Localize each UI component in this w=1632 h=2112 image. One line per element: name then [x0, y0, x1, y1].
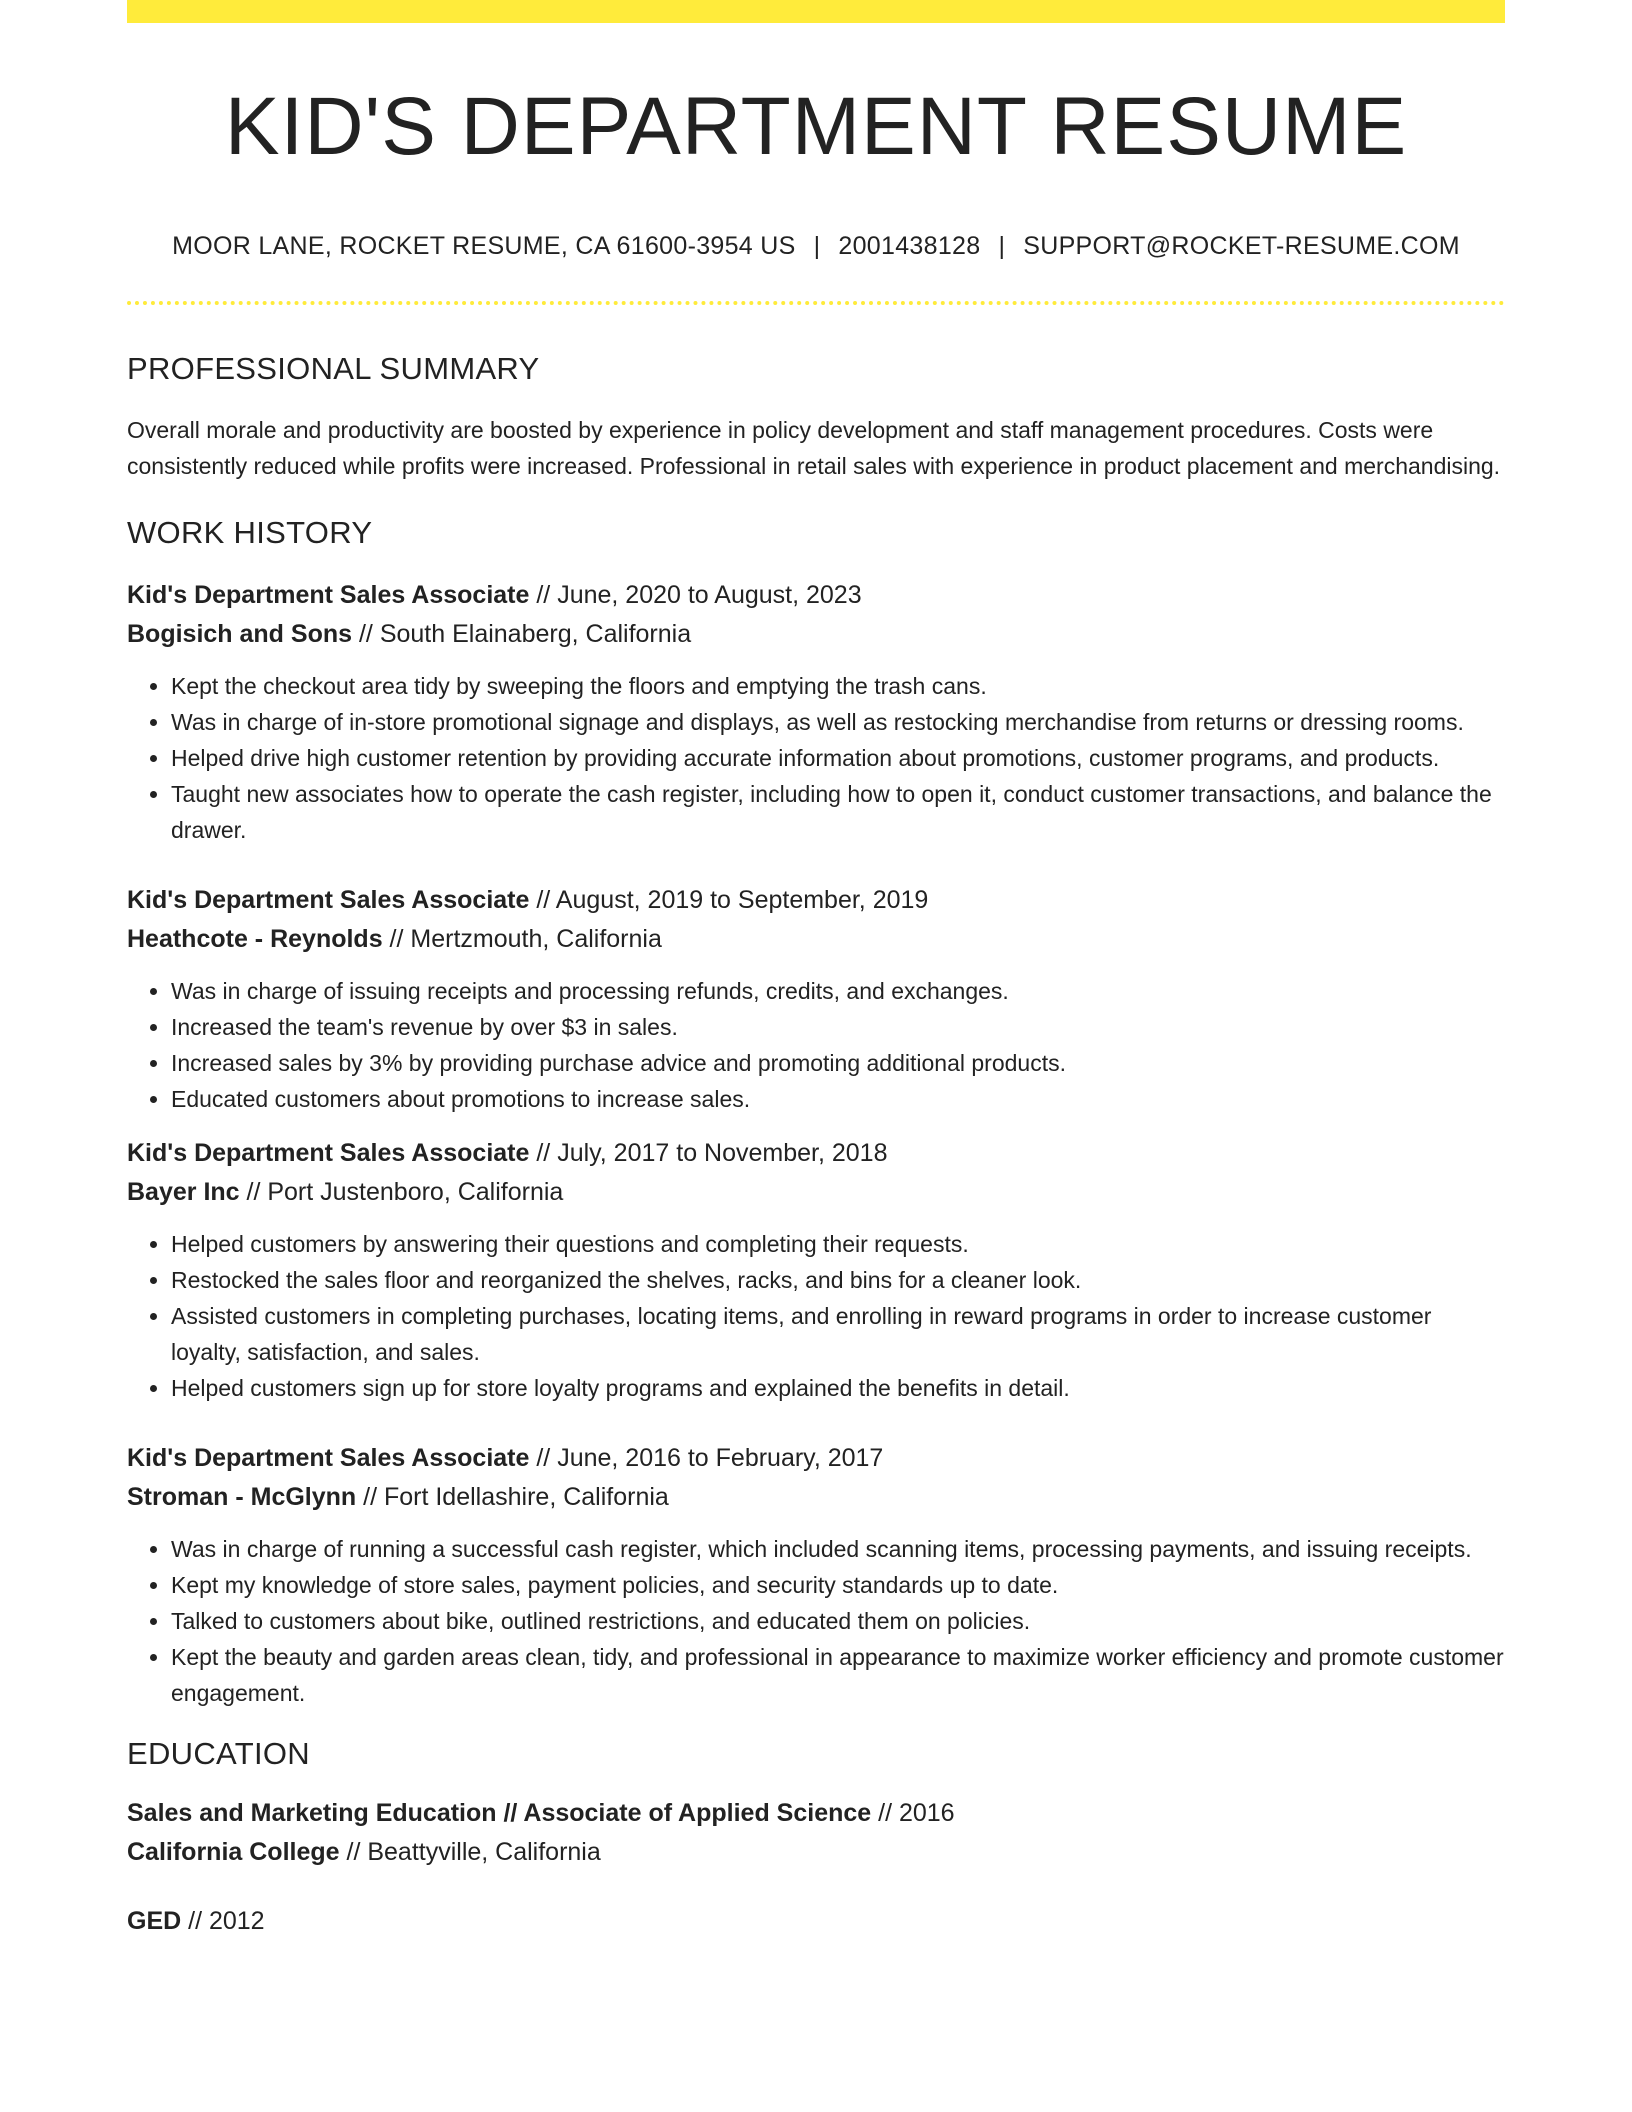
- job-company-line: [127, 1173, 1505, 1212]
- education-degree: GED: [127, 1906, 182, 1935]
- contact-phone: 2001438128: [838, 232, 981, 261]
- job-bullet: • Was in charge of issuing receipts and processing refunds, credits, and exchanges.: [171, 973, 1505, 1009]
- job-bullet: • Talked to customers about bike, outlined restrictions, and educated them on policies.: [171, 1603, 1505, 1639]
- resume-content: [127, 0, 1505, 1941]
- job-location: // South Elainaberg, California: [352, 619, 692, 648]
- job-dates: // July, 2017 to November, 2018: [529, 1138, 888, 1167]
- job-title-line: [127, 1439, 1505, 1478]
- job-bullet: • Increased sales by 3% by providing purchase advice and promoting additional products.: [171, 1045, 1505, 1081]
- job-bullet: • Helped drive high customer retention by providing accurate information about promotions, customer programs, and products.: [171, 740, 1505, 776]
- job-bullet: • Was in charge of in-store promotional signage and displays, as well as restocking merchandise from returns or dressing rooms.: [171, 704, 1505, 740]
- education-location: // Beattyville, California: [339, 1837, 601, 1866]
- job-bullets: [127, 1531, 1505, 1711]
- job-entry: [127, 1134, 1505, 1406]
- job-bullet: • Helped customers sign up for store loyalty programs and explained the benefits in detail.: [171, 1370, 1505, 1406]
- education-heading: EDUCATION: [127, 1735, 310, 1771]
- job-entry: [127, 881, 1505, 1117]
- contact-line: [127, 231, 1505, 261]
- contact-address: MOOR LANE, ROCKET RESUME, CA 61600-3954 US: [172, 232, 796, 261]
- education-school-line: [127, 1833, 1505, 1872]
- resume-title: KID'S DEPARTMENT RESUME: [224, 81, 1408, 172]
- job-bullet: • Kept my knowledge of store sales, payment policies, and security standards up to date.: [171, 1567, 1505, 1603]
- job-company: Bayer Inc: [127, 1177, 240, 1206]
- education-school: California College: [127, 1837, 340, 1866]
- job-bullets: [127, 973, 1505, 1117]
- job-company: Stroman - McGlynn: [127, 1482, 357, 1511]
- job-bullet: • Taught new associates how to operate the cash register, including how to open it, conduct customer transactions, and balance the drawer.: [171, 776, 1505, 848]
- job-company-line: [127, 920, 1505, 959]
- job-title-line: [127, 576, 1505, 615]
- job-dates: // June, 2020 to August, 2023: [529, 580, 862, 609]
- job-title: Kid's Department Sales Associate: [127, 885, 530, 914]
- education-year: // 2016: [871, 1798, 955, 1827]
- contact-separator: |: [813, 232, 821, 261]
- job-entry: [127, 576, 1505, 848]
- job-company-line: [127, 1478, 1505, 1517]
- contact-email: SUPPORT@ROCKET-RESUME.COM: [1023, 232, 1460, 261]
- job-company-line: [127, 615, 1505, 654]
- job-title-line: [127, 881, 1505, 920]
- job-entry: [127, 1439, 1505, 1711]
- job-company: Heathcote - Reynolds: [127, 924, 383, 953]
- contact-separator: |: [998, 232, 1006, 261]
- job-bullet: • Restocked the sales floor and reorganized the shelves, racks, and bins for a cleaner look.: [171, 1262, 1505, 1298]
- top-accent-bar: [127, 0, 1505, 23]
- job-title: Kid's Department Sales Associate: [127, 1443, 530, 1472]
- job-bullets: [127, 1226, 1505, 1406]
- summary-heading: PROFESSIONAL SUMMARY: [127, 351, 540, 387]
- job-bullet: • Educated customers about promotions to increase sales.: [171, 1081, 1505, 1117]
- job-company: Bogisich and Sons: [127, 619, 353, 648]
- education-year: // 2012: [181, 1906, 265, 1935]
- job-bullet: • Helped customers by answering their questions and completing their requests.: [171, 1226, 1505, 1262]
- education-degree-line: [127, 1902, 1505, 1941]
- education-degree: Sales and Marketing Education // Associate of Applied Science: [127, 1798, 872, 1827]
- job-bullet: • Kept the beauty and garden areas clean, tidy, and professional in appearance to maximize worker efficiency and promote customer engagement.: [171, 1639, 1505, 1711]
- education-entry: [127, 1902, 1505, 1941]
- education-degree-line: [127, 1794, 1505, 1833]
- job-bullets: [127, 668, 1505, 848]
- job-bullet: • Was in charge of running a successful cash register, which included scanning items, processing payments, and issuing receipts.: [171, 1531, 1505, 1567]
- job-location: // Mertzmouth, California: [382, 924, 662, 953]
- job-bullet: • Kept the checkout area tidy by sweeping the floors and emptying the trash cans.: [171, 668, 1505, 704]
- job-dates: // August, 2019 to September, 2019: [529, 885, 929, 914]
- summary-text: Overall morale and productivity are boosted by experience in policy development and staff management procedures. Costs were consistently reduced while profits were increased. Professional in retail sales with experience in product placement and merchandising.: [127, 417, 1501, 480]
- education-entry: [127, 1794, 1505, 1872]
- job-location: // Fort Idellashire, California: [356, 1482, 669, 1511]
- dotted-divider: [127, 301, 1505, 305]
- job-title: Kid's Department Sales Associate: [127, 1138, 530, 1167]
- job-location: // Port Justenboro, California: [239, 1177, 564, 1206]
- work-history-heading: WORK HISTORY: [127, 515, 373, 551]
- job-title-line: [127, 1134, 1505, 1173]
- job-bullet: • Assisted customers in completing purchases, locating items, and enrolling in reward programs in order to increase customer loyalty, satisfaction, and sales.: [171, 1298, 1505, 1370]
- job-bullet: • Increased the team's revenue by over $3 in sales.: [171, 1009, 1505, 1045]
- job-title: Kid's Department Sales Associate: [127, 580, 530, 609]
- job-dates: // June, 2016 to February, 2017: [529, 1443, 884, 1472]
